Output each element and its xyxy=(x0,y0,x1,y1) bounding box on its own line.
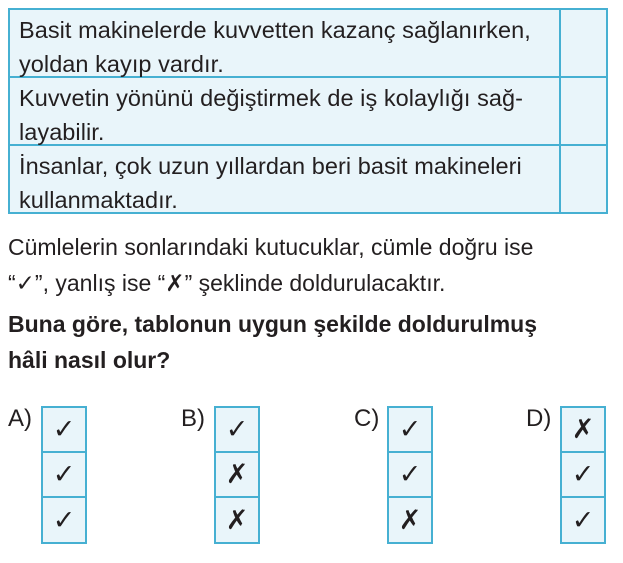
statement-line: yoldan kayıp vardır. xyxy=(19,51,224,77)
answer-column xyxy=(387,406,433,544)
statement-line: Kuvvetin yönünü değiştirmek de iş kolaylığı sağ- xyxy=(19,85,523,111)
answer-box xyxy=(561,10,606,76)
statement-table xyxy=(8,8,608,214)
answer-mark: ✓ xyxy=(571,504,595,535)
answer-box xyxy=(561,78,606,144)
statement-line: İnsanlar, çok uzun yıllardan beri basit makineleri xyxy=(19,153,522,179)
answer-box xyxy=(561,146,606,212)
instruction-text xyxy=(8,229,608,301)
statement-line: layabilir. xyxy=(19,119,105,145)
answer-mark: ✓ xyxy=(389,453,431,498)
question-text xyxy=(8,306,608,378)
statement-line: Basit makinelerde kuvvetten kazanç sağlanırken, xyxy=(19,17,531,43)
answer-mark: ✗ xyxy=(562,408,604,453)
answer-mark: ✓ xyxy=(43,408,85,453)
option-label: D) xyxy=(526,405,552,432)
answer-column xyxy=(214,406,260,544)
statement-text xyxy=(10,78,561,144)
answer-mark: ✓ xyxy=(562,453,604,498)
question-line: hâli nasıl olur? xyxy=(8,347,171,373)
option-label: A) xyxy=(8,405,32,432)
question-line: Buna göre, tablonun uygun şekilde doldurulmuş xyxy=(8,311,538,337)
statement-row xyxy=(10,78,606,146)
answer-mark: ✓ xyxy=(216,408,258,453)
statement-line: kullanmaktadır. xyxy=(19,187,178,213)
statement-row xyxy=(10,10,606,78)
option-label: C) xyxy=(354,405,380,432)
option-label: B) xyxy=(181,405,205,432)
answer-column xyxy=(560,406,606,544)
answer-mark: ✗ xyxy=(225,504,249,535)
answer-mark: ✓ xyxy=(52,504,76,535)
statement-row xyxy=(10,146,606,212)
instruction-line: “✓”, yanlış ise “✗” şeklinde doldurulacaktır. xyxy=(8,270,446,296)
answer-column xyxy=(41,406,87,544)
answer-mark: ✓ xyxy=(43,453,85,498)
statement-text xyxy=(10,10,561,76)
answer-mark: ✓ xyxy=(389,408,431,453)
answer-mark: ✗ xyxy=(398,504,422,535)
statement-text xyxy=(10,146,561,212)
answer-mark: ✗ xyxy=(216,453,258,498)
instruction-line: Cümlelerin sonlarındaki kutucuklar, cümle doğru ise xyxy=(8,234,534,260)
